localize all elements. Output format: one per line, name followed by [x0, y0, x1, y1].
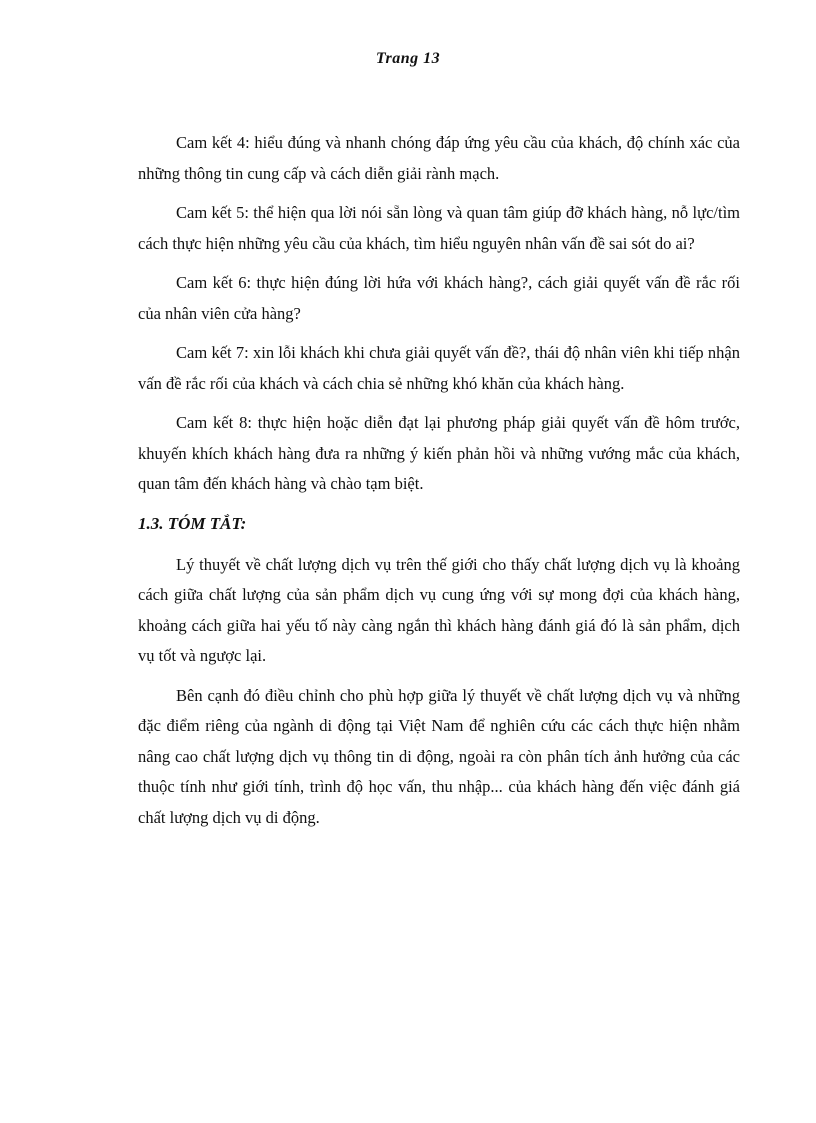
- paragraph-commitment-6: Cam kết 6: thực hiện đúng lời hứa với khách hàng?, cách giải quyết vấn đề rắc rối của nhân viên cửa hàng?: [138, 273, 740, 323]
- section-heading-summary: 1.3. TÓM TẮT:: [138, 513, 247, 533]
- paragraph-summary-1: Lý thuyết về chất lượng dịch vụ trên thế giới cho thấy chất lượng dịch vụ là khoảng cách giữa chất lượng của sản phẩm dịch vụ cung ứng với sự mong đợi của khách hàng, khoảng cách giữa hai yếu tố này càng ngắn thì khách hàng đánh giá đó là sản phẩm, dịch vụ tốt và ngược lại.: [138, 554, 740, 665]
- paragraph-commitment-5: Cam kết 5: thể hiện qua lời nói sẵn lòng và quan tâm giúp đỡ khách hàng, nỗ lực/tìm cách thực hiện những yêu cầu của khách, tìm hiểu nguyên nhân vấn đề sai sót do ai?: [138, 203, 740, 253]
- page-number-header: Trang 13: [375, 50, 441, 67]
- paragraph-summary-2: Bên cạnh đó điều chỉnh cho phù hợp giữa lý thuyết về chất lượng dịch vụ và những đặc điểm riêng của ngành di động tại Việt Nam để nghiên cứu các cách thực hiện nhằm nâng cao chất lượng dịch vụ thông tin di động, ngoài ra còn phân tích ảnh hưởng của các thuộc tính như giới tính, trình độ học vấn, thu nhập... của khách hàng đến việc đánh giá chất lượng dịch vụ di động.: [138, 685, 740, 827]
- document-body: [138, 128, 740, 842]
- paragraph-commitment-4: Cam kết 4: hiểu đúng và nhanh chóng đáp ứng yêu cầu của khách, độ chính xác của những thông tin cung cấp và cách diễn giải rành mạch.: [138, 133, 740, 183]
- paragraph-commitment-7: Cam kết 7: xin lỗi khách khi chưa giải quyết vấn đề?, thái độ nhân viên khi tiếp nhận vấn đề rắc rối của khách và cách chia sẻ những khó khăn của khách hàng.: [138, 343, 740, 393]
- paragraph-commitment-8: Cam kết 8: thực hiện hoặc diễn đạt lại phương pháp giải quyết vấn đề hôm trước, khuyến khích khách hàng đưa ra những ý kiến phản hồi và những vướng mắc của khách, quan tâm đến khách hàng và chào tạm biệt.: [138, 413, 740, 493]
